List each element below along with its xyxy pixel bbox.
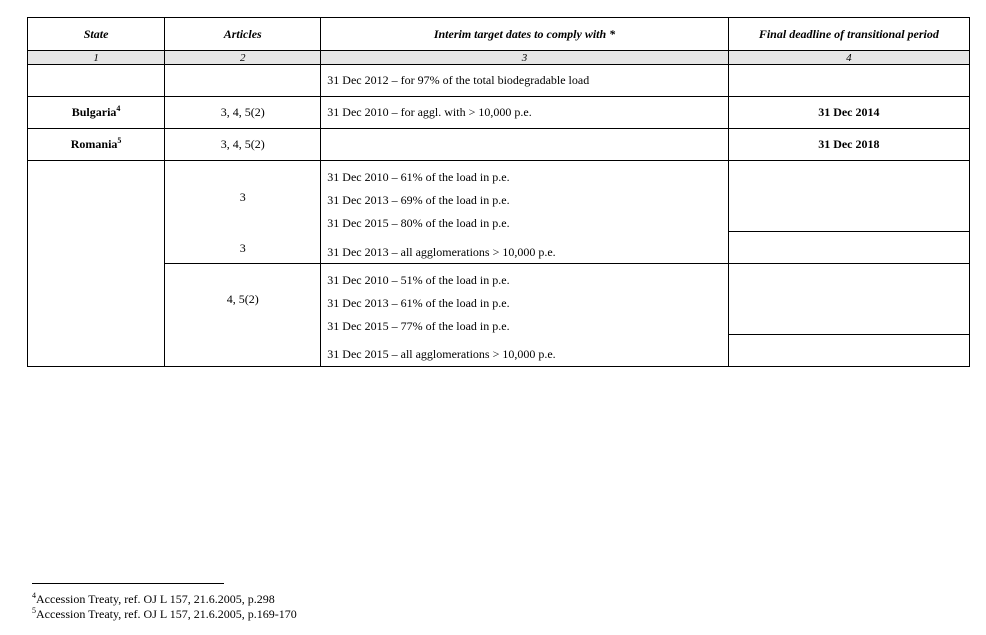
table-row-bulgaria — [28, 97, 970, 129]
interim-cell: 31 Dec 2010 – for aggl. with > 10,000 p.e. — [321, 97, 728, 129]
column-number: 1 — [28, 51, 165, 65]
cell-empty — [28, 65, 165, 97]
state-name: Romania — [70, 137, 118, 151]
deadline-cell: 31 Dec 2018 — [728, 129, 969, 161]
table-row-romania — [28, 129, 970, 161]
footnote — [32, 592, 275, 607]
header-articles: Articles — [165, 18, 321, 51]
state-cell — [28, 97, 165, 129]
header-row — [28, 18, 970, 51]
interim-cell — [321, 129, 728, 161]
deadline-cell — [728, 264, 969, 367]
interim-line: 31 Dec 2013 – 61% of the load in p.e. — [327, 296, 510, 310]
articles-cell — [165, 161, 321, 264]
state-cell — [28, 129, 165, 161]
state-cell-empty — [28, 161, 165, 367]
table-row-group — [28, 264, 970, 367]
interim-line: 31 Dec 2015 – all agglomerations > 10,000 p.e. — [327, 347, 556, 361]
articles-cell: 3, 4, 5(2) — [165, 129, 321, 161]
interim-cell — [321, 264, 728, 367]
deadline-cell — [728, 161, 969, 264]
transition-table — [27, 17, 970, 367]
footnote-number: 5 — [32, 606, 36, 615]
column-number: 2 — [165, 51, 321, 65]
cell-empty — [728, 65, 969, 97]
interim-line: 31 Dec 2015 – 80% of the load in p.e. — [327, 216, 510, 230]
footnote-text: Accession Treaty, ref. OJ L 157, 21.6.2005, p.169-170 — [36, 607, 297, 621]
articles-cell — [165, 264, 321, 367]
footnote-text: Accession Treaty, ref. OJ L 157, 21.6.2005, p.298 — [36, 592, 275, 606]
header-deadline: Final deadline of transitional period — [728, 18, 969, 51]
cell-divider — [729, 334, 969, 335]
interim-cell — [321, 161, 728, 264]
footnote — [32, 607, 297, 622]
articles-value: 3 — [239, 241, 246, 255]
table-row — [28, 65, 970, 97]
column-number: 4 — [728, 51, 969, 65]
interim-line: 31 Dec 2013 – 69% of the load in p.e. — [327, 193, 510, 207]
header-interim: Interim target dates to comply with * — [321, 18, 728, 51]
interim-line: 31 Dec 2010 – 51% of the load in p.e. — [327, 273, 510, 287]
table-row-group — [28, 161, 970, 264]
deadline-cell: 31 Dec 2014 — [728, 97, 969, 129]
footnote-rule — [32, 583, 224, 584]
articles-value: 4, 5(2) — [226, 292, 259, 306]
interim-line: 31 Dec 2013 – all agglomerations > 10,000 p.e. — [327, 245, 556, 259]
interim-cell: 31 Dec 2012 – for 97% of the total biodegradable load — [321, 65, 728, 97]
state-name: Bulgaria — [71, 105, 117, 119]
articles-value: 3 — [239, 190, 246, 204]
cell-divider — [729, 231, 969, 232]
cell-empty — [165, 65, 321, 97]
column-number: 3 — [321, 51, 728, 65]
interim-line: 31 Dec 2015 – 77% of the load in p.e. — [327, 319, 510, 333]
articles-cell: 3, 4, 5(2) — [165, 97, 321, 129]
column-number-row — [28, 51, 970, 65]
interim-line: 31 Dec 2010 – 61% of the load in p.e. — [327, 170, 510, 184]
header-state: State — [28, 18, 165, 51]
footnote-number: 4 — [32, 591, 36, 600]
footnote-ref: 5 — [117, 136, 122, 145]
footnote-ref: 4 — [116, 104, 121, 113]
